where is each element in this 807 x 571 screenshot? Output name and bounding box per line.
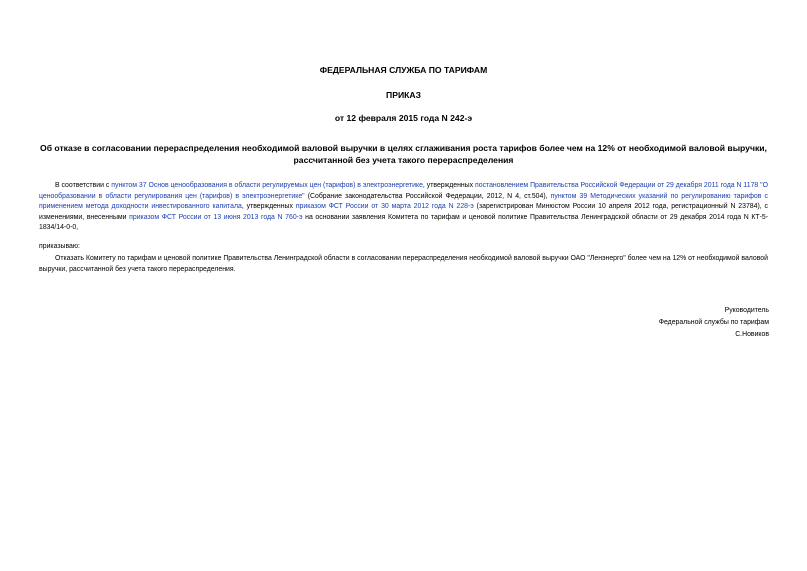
preamble-text-4: , утвержденных bbox=[241, 203, 296, 211]
preamble-text-5: (зарегистрирован Минюстом России 10 апреля 2012 года, регистрационный N 23784), с изменениями, внесенными bbox=[39, 203, 768, 221]
document-title: Об отказе в согласовании перераспределения необходимой валовой выручки в целях сглаживания роста тарифов более чем на 12% от необходимой валовой выручки, рассчитанной без учета такого перераспределения bbox=[40, 143, 767, 165]
link-metodicheskie-ukazaniya[interactable]: пунктом 39 Методических указаний по регулированию тарифов с применением метода доходности инвестированного капитала bbox=[39, 192, 768, 211]
preamble-text-1: В соответствии с bbox=[55, 182, 112, 189]
link-prikaz-228e[interactable]: приказом ФСТ России от 30 марта 2012 года N 228-э bbox=[295, 203, 474, 211]
link-osnovy-cenoobrazovaniya[interactable]: пунктом 37 Основ ценообразования в области регулируемых цен (тарифов) в электроэнергетике bbox=[111, 182, 423, 189]
preamble-text-3: (Собрание законодательства Российской Федерации, 2012, N 4, ст.504), bbox=[304, 192, 551, 200]
link-prikaz-760e[interactable]: приказом ФСТ России от 13 июня 2013 года N 760-э bbox=[129, 213, 303, 221]
preamble-text-2: , утвержденных bbox=[422, 182, 476, 189]
organization-name: ФЕДЕРАЛЬНАЯ СЛУЖБА ПО ТАРИФАМ bbox=[319, 65, 488, 75]
preamble-paragraph bbox=[39, 181, 768, 234]
order-word: приказываю: bbox=[39, 243, 80, 250]
document-date-number: от 12 февраля 2015 года N 242-э bbox=[334, 113, 473, 123]
decision-paragraph: Отказать Комитету по тарифам и ценовой политике Правительства Ленинградской области в согласовании перераспределения необходимой валовой выручки ОАО "Ленэнерго" более чем на 12% от необходимой валовой выручки, рассчитанной без учета такого перераспределения. bbox=[39, 255, 768, 273]
signature-name: С.Новиков bbox=[735, 331, 769, 338]
document-type: ПРИКАЗ bbox=[386, 90, 421, 100]
preamble-text-6: на основании заявления Комитета по тарифам и ценовой политике Правительства Ленинградской области от 29 декабря 2014 года N КТ-5-1834/14-0-0, bbox=[39, 213, 768, 232]
link-postanovlenie-1178[interactable]: постановлением Правительства Российской Федерации от 29 декабря 2011 года N 1178 "О ценообразовании в области регулирования цен (тарифов) в электроэнергетике" bbox=[39, 182, 768, 200]
signature-position: Руководитель bbox=[724, 307, 769, 314]
signature-organization: Федеральной службы по тарифам bbox=[658, 319, 769, 326]
